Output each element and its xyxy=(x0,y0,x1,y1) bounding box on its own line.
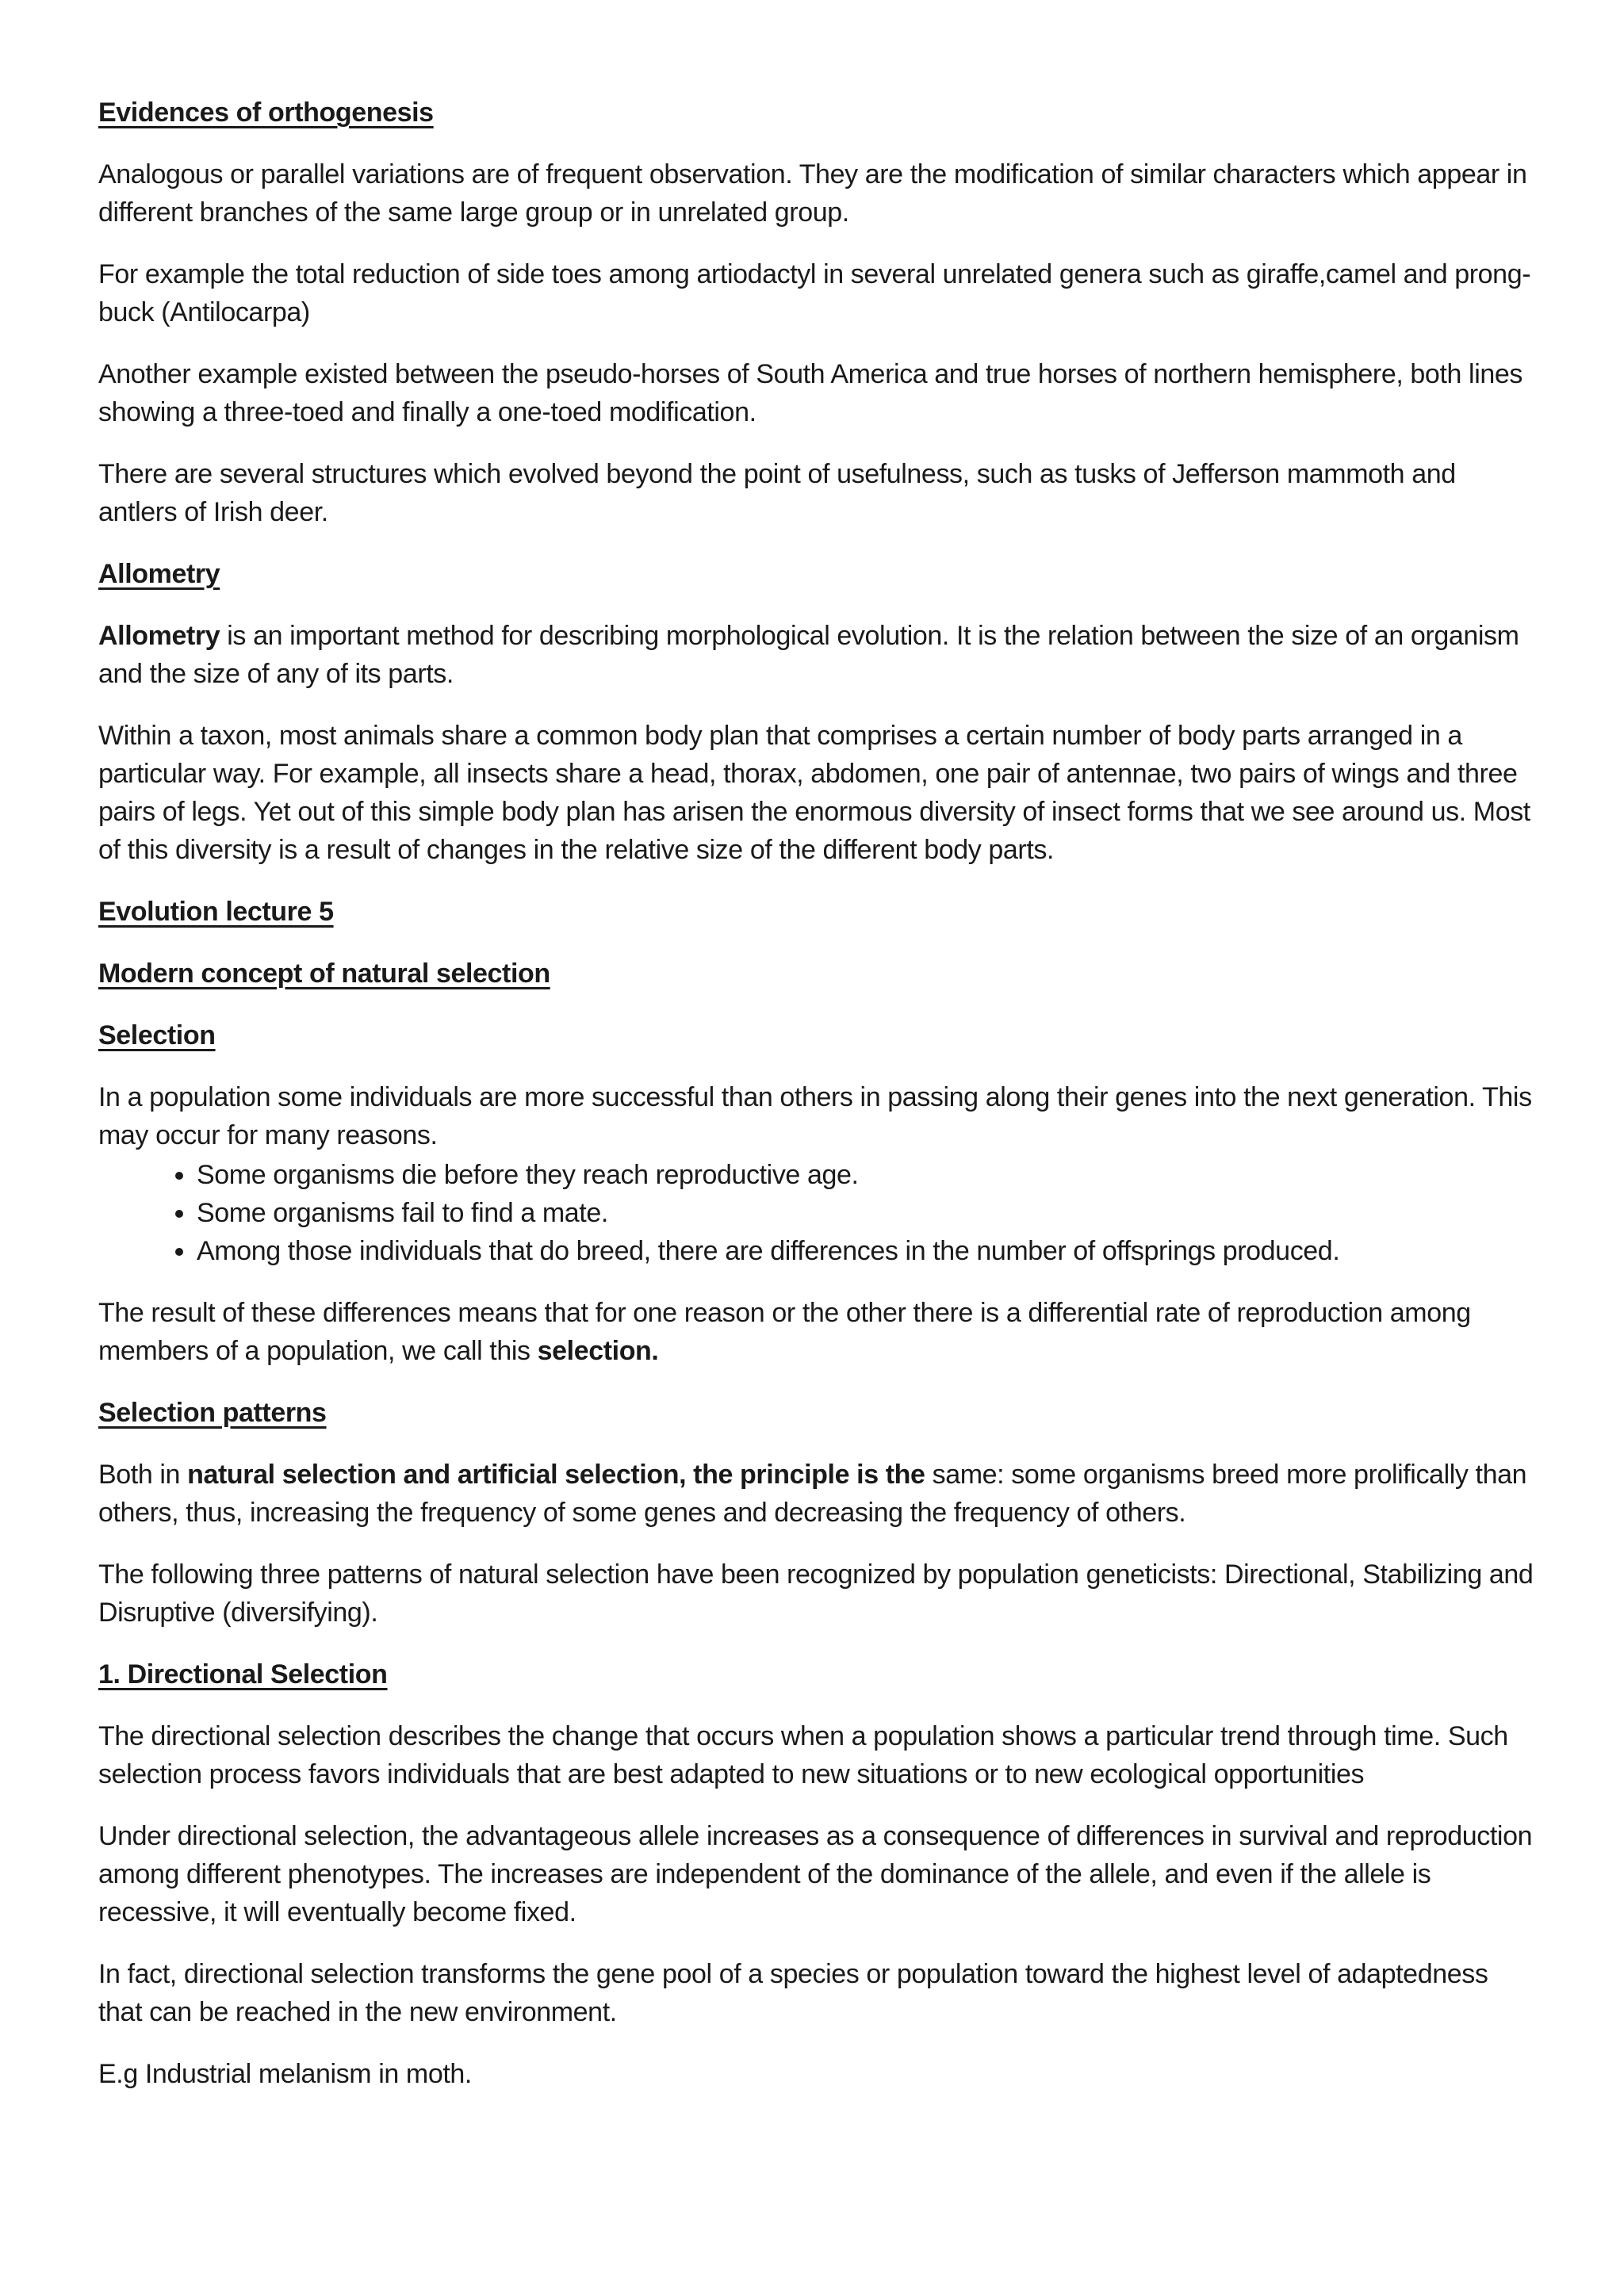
paragraph-allometry-definition xyxy=(98,617,1534,693)
patterns-text-start: Both in xyxy=(98,1460,188,1490)
list-item: • Some organisms die before they reach reproductive age. xyxy=(197,1156,1534,1194)
paragraph-selection-result xyxy=(98,1294,1534,1370)
paragraph-structures-beyond-usefulness: There are several structures which evolved beyond the point of usefulness, such as tusks of Jefferson mammoth and antlers of Irish deer. xyxy=(98,459,1456,527)
document-body xyxy=(98,94,1534,2093)
paragraph-side-toes-example: For example the total reduction of side toes among artiodactyl in several unrelated genera such as giraffe,camel and prong-buck (Antilocarpa) xyxy=(98,259,1531,327)
heading-evidences-of-orthogenesis: Evidences of orthogenesis xyxy=(98,98,434,128)
list-item: • Among those individuals that do breed, there are differences in the number of offsprings produced. xyxy=(197,1232,1534,1270)
heading-directional-selection: 1. Directional Selection xyxy=(98,1659,388,1689)
paragraph-gene-pool-transform: In fact, directional selection transforms the gene pool of a species or population toward the highest level of adaptedness that can be reached in the new environment. xyxy=(98,1959,1488,2027)
list-item: • Some organisms fail to find a mate. xyxy=(197,1194,1534,1232)
heading-modern-concept: Modern concept of natural selection xyxy=(98,959,550,989)
paragraph-pseudo-horses-example: Another example existed between the pseudo-horses of South America and true horses of northern hemisphere, both lines showing a three-toed and finally a one-toed modification. xyxy=(98,359,1522,427)
selection-reasons-list xyxy=(98,1156,1534,1270)
patterns-bold-phrase: natural selection and artificial selection, the principle is the xyxy=(187,1460,925,1490)
paragraph-analogous-variations: Analogous or parallel variations are of frequent observation. They are the modification of similar characters which appear in different branches of the same large group or in unrelated group. xyxy=(98,159,1527,228)
paragraph-advantageous-allele: Under directional selection, the advantageous allele increases as a consequence of differences in survival and reproduction among different phenotypes. The increases are independent of the dominance of the allele, and even if the allele is recessive, it will eventually become fixed. xyxy=(98,1821,1533,1927)
heading-selection: Selection xyxy=(98,1020,216,1050)
allometry-term: Allometry xyxy=(98,621,220,651)
heading-evolution-lecture-5: Evolution lecture 5 xyxy=(98,897,334,927)
selection-term: selection. xyxy=(537,1336,659,1366)
allometry-definition-text: is an important method for describing morphological evolution. It is the relation between the size of an organism and the size of any of its parts. xyxy=(98,621,1519,689)
selection-result-text: The result of these differences means that for one reason or the other there is a differential rate of reproduction among members of a population, we call this xyxy=(98,1298,1471,1366)
heading-allometry: Allometry xyxy=(98,559,220,589)
paragraph-industrial-melanism: E.g Industrial melanism in moth. xyxy=(98,2059,472,2089)
paragraph-selection-intro: In a population some individuals are more successful than others in passing along their genes into the next generation. This may occur for many reasons. xyxy=(98,1082,1532,1150)
patterns-text-rest: same: some organisms breed more prolifically than others, thus, increasing the frequency of some genes and decreasing the frequency of others. xyxy=(98,1460,1527,1528)
paragraph-three-patterns: The following three patterns of natural selection have been recognized by population geneticists: Directional, Stabilizing and Disruptive (diversifying). xyxy=(98,1559,1534,1628)
heading-selection-patterns: Selection patterns xyxy=(98,1398,327,1428)
paragraph-body-plan: Within a taxon, most animals share a common body plan that comprises a certain number of body parts arranged in a particular way. For example, all insects share a head, thorax, abdomen, one pair of antennae, two pairs of wings and three pairs of legs. Yet out of this simple body plan has arisen the enormous diversity of insect forms that we see around us. Most of this diversity is a result of changes in the relative size of the different body parts. xyxy=(98,721,1530,865)
paragraph-natural-artificial-selection xyxy=(98,1456,1534,1532)
paragraph-directional-definition: The directional selection describes the change that occurs when a population shows a particular trend through time. Such selection process favors individuals that are best adapted to new situations or to new ecological opportunities xyxy=(98,1721,1508,1789)
